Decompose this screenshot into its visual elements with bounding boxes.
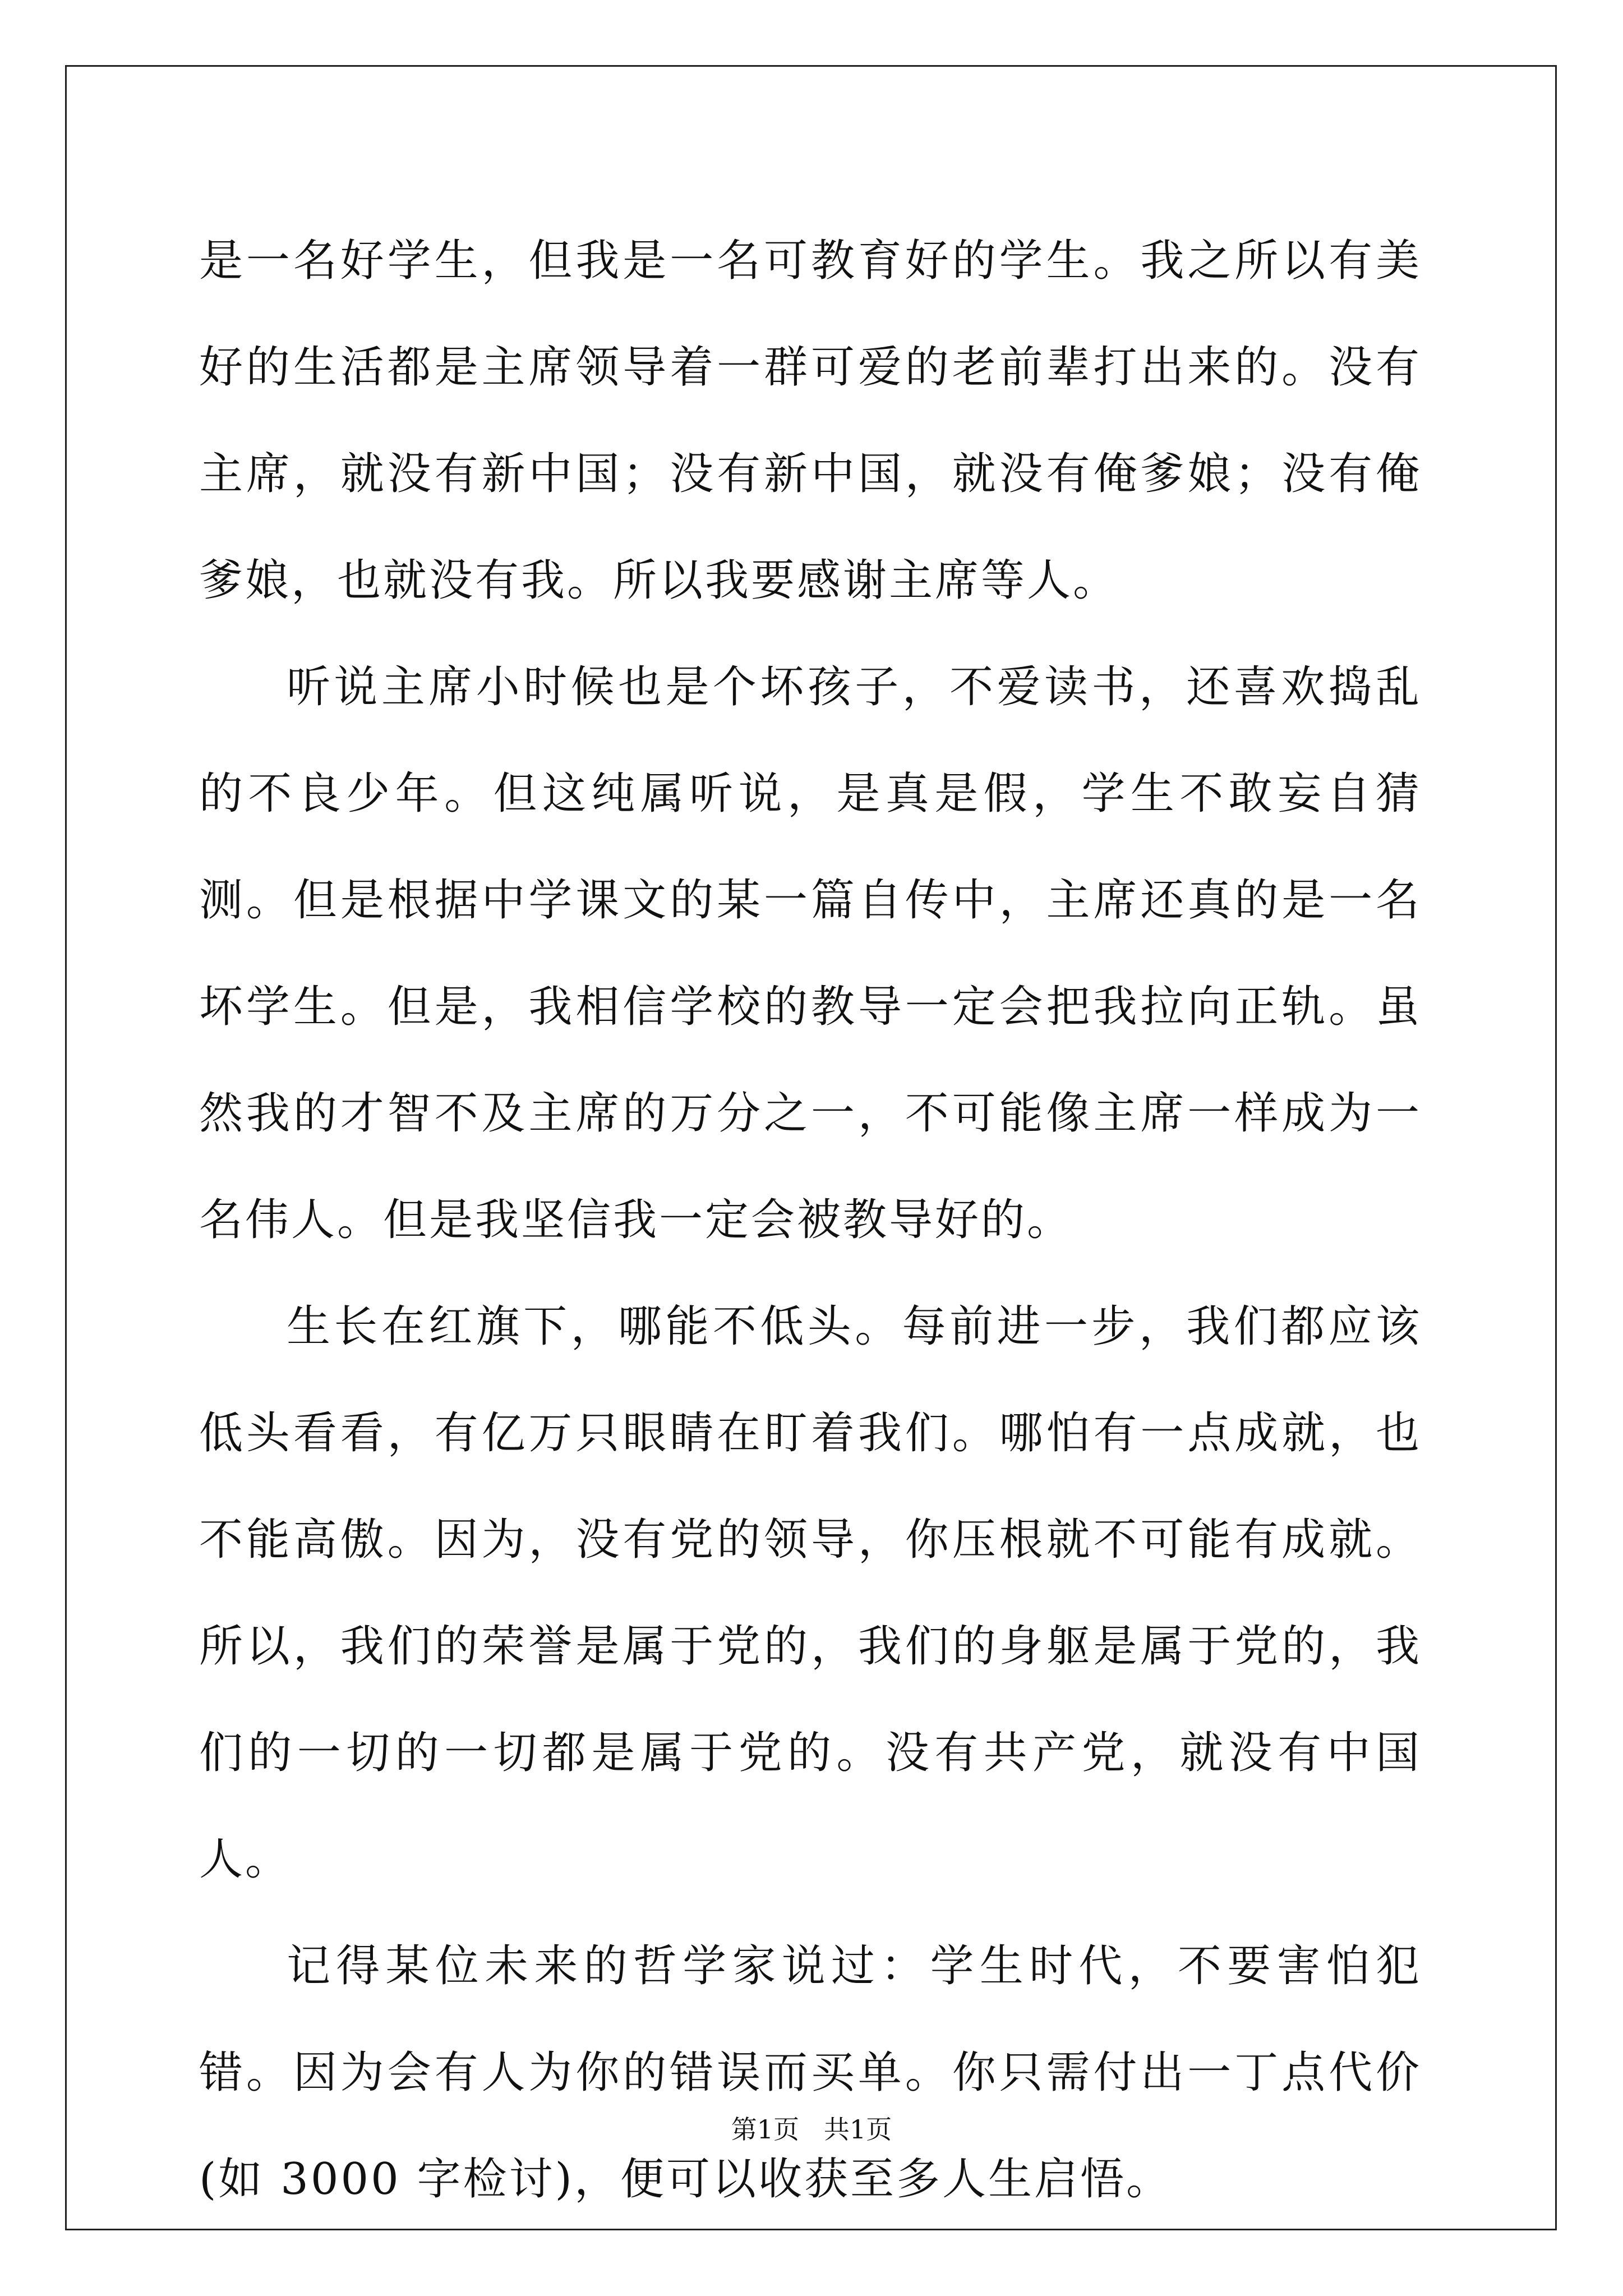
page-number-footer: 第1页 共1页 [731,2114,892,2145]
paragraph-1: 是一名好学生，但我是一名可教育好的学生。我之所以有美好的生活都是主席领导着一群可爱的老前辈打出来的。没有主席，就没有新中国；没有新中国，就没有俺爹娘；没有俺爹娘，也就没有我。所以我要感谢主席等人。 [199,236,1422,606]
paragraph-3: 生长在红旗下，哪能不低头。每前进一步，我们都应该低头看看，有亿万只眼睛在盯着我们。哪怕有一点成就，也不能高傲。因为，没有党的领导，你压根就不可能有成就。所以，我们的荣誉是属于党的，我们的身躯是属于党的，我们的一切的一切都是属于党的。没有共产党，就没有中国人。 [199,1301,1422,1885]
paragraph-2: 听说主席小时候也是个坏孩子，不爱读书，还喜欢捣乱的不良少年。但这纯属听说，是真是假，学生不敢妄自猜测。但是根据中学课文的某一篇自传中，主席还真的是一名坏学生。但是，我相信学校的教导一定会把我拉向正轨。虽然我的才智不及主席的万分之一，不可能像主席一样成为一名伟人。但是我坚信我一定会被教导好的。 [199,662,1422,1245]
paragraph-4: 记得某位未来的哲学家说过：学生时代，不要害怕犯错。因为会有人为你的错误而买单。你只需付出一丁点代价(如 3000 字检讨)，便可以收获至多人生启悟。 [199,1941,1422,2205]
document-body [199,208,1422,2233]
